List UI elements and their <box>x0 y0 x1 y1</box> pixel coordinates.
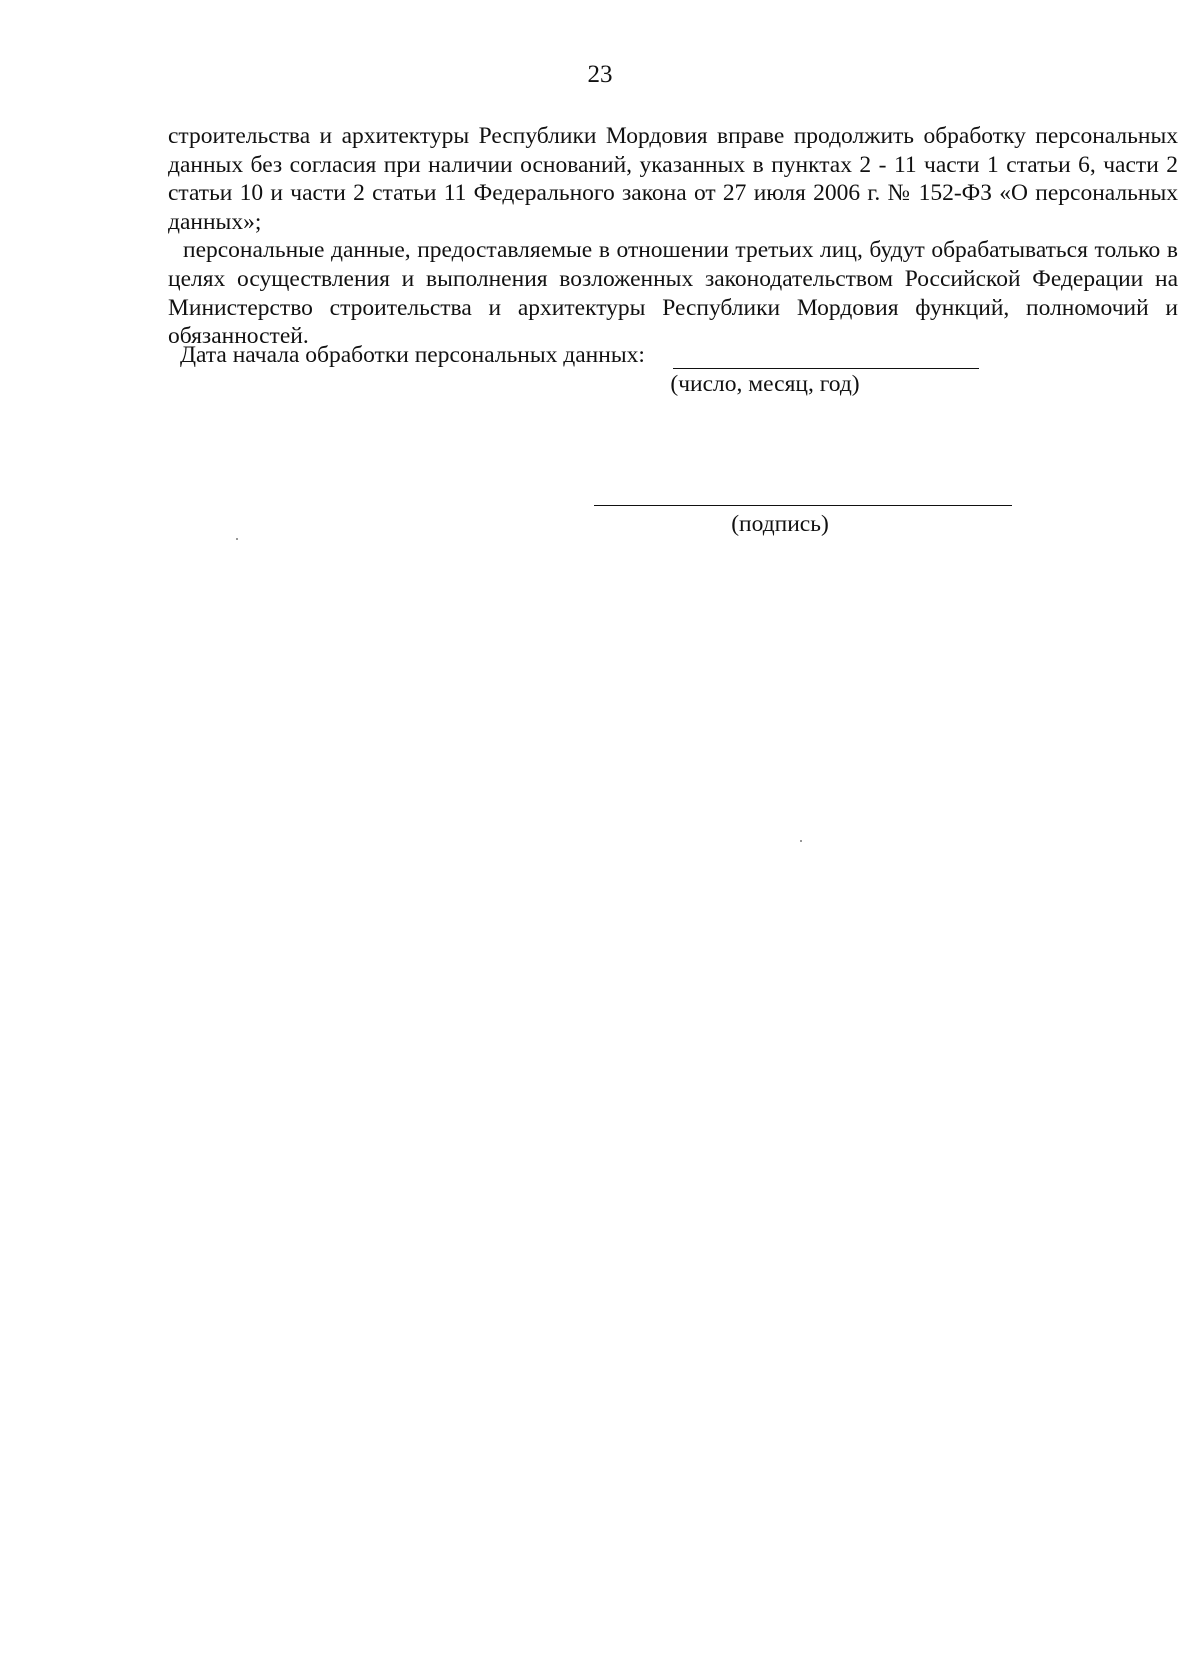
scan-speck <box>236 538 238 540</box>
paragraph-third-parties: персональные данные, предоставляемые в отношении третьих лиц, будут обрабатываться только в целях осуществления и выполнения возложенных законодательством Российской Федерации на Министерство строительства и архитектуры Республики Мордовия функций, полномочий и обязанностей. <box>168 237 1178 350</box>
date-start-label: Дата начала обработки персональных данных: <box>180 342 645 368</box>
paragraph-continuation: строительства и архитектуры Республики Мордовия вправе продолжить обработку персональных данных без согласия при наличии оснований, указанных в пунктах 2 - 11 части 1 статьи 6, части 2 статьи 10 и части 2 статьи 11 Федерального закона от 27 июля 2006 г. № 152-ФЗ «О персональных данных»; <box>168 123 1178 235</box>
scan-speck <box>800 840 802 842</box>
signature-hint: (подпись) <box>731 511 829 537</box>
page-number: 23 <box>587 61 613 88</box>
date-format-hint: (число, месяц, год) <box>670 371 860 397</box>
signature-blank-line <box>594 505 1012 506</box>
document-body <box>168 122 1178 351</box>
date-blank-line <box>673 368 979 369</box>
